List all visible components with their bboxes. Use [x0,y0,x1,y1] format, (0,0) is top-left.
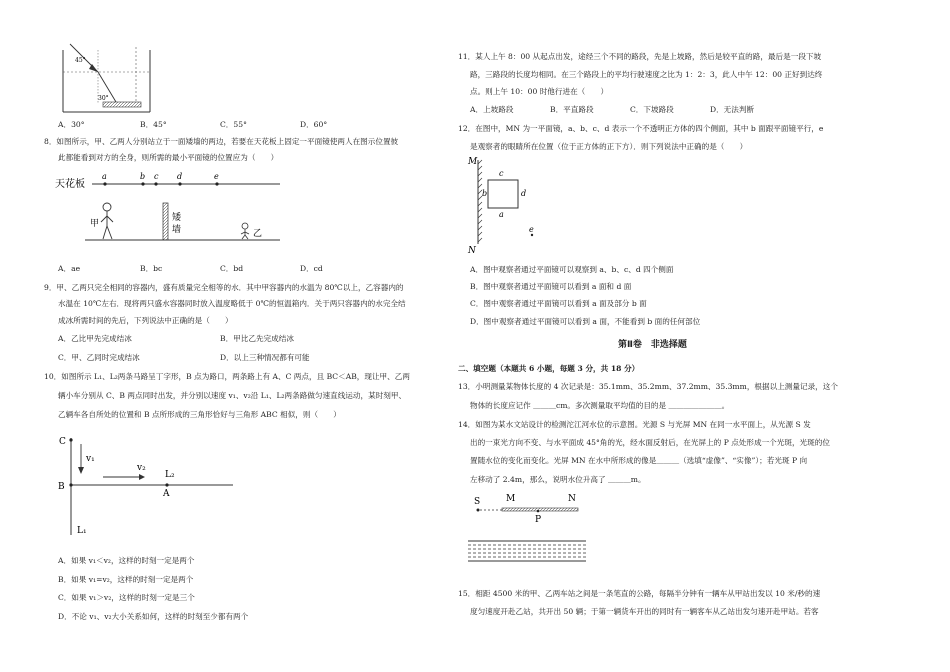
q9-option-d: D．以上三种情况都有可能 [220,353,310,362]
q12-figure [466,156,556,256]
q12-label-m: M [468,157,478,167]
q14-label-n: N [568,494,576,504]
q8-person-jia: 甲 [90,219,100,229]
q13-line2: 物体的长度应记作 ＿＿＿cm。多次测量取平均值的目的是 ＿＿＿＿＿＿＿。 [470,401,730,410]
q8-point-b: b [140,172,146,181]
q11-line3: 点。则上午 10：00 时他行进在（ ） [470,87,609,96]
q10-label-a: A [163,489,170,499]
q10-label-b: B [58,482,65,492]
q8-ceiling-label: 天花板 [55,179,85,190]
q12-option-d: D．图中观察者通过平面镜可以看到 a 面，不能看到 b 面的任何部位 [470,317,701,326]
q10-line2: 辆小车分别从 C、B 两点同时出发，并分别以速度 v₁、v₂沿 L₁、L₂两条路做匀速直线运动，某时刻甲、 [58,391,407,400]
right-column [458,0,888,672]
q9-option-a: A．乙比甲先完成结冰 [58,334,132,343]
q10-label-c: C [59,437,66,447]
q8-point-a: a [102,172,107,181]
q7-option-a: A．30° [58,120,85,129]
q8-option-d: D．cd [300,264,323,273]
q10-figure [55,430,245,540]
q11-option-d: D．无法判断 [710,105,755,114]
q12-line2: 是观察者的眼睛所在位置（位于正方体的正下方）．则下列说法中正确的是（ ） [470,142,748,151]
q12-option-c: C．图中观察者通过平面镜可以看到 a 面及部分 b 面 [470,299,647,308]
q11-option-c: C．下坡路段 [630,105,674,114]
q7-figure [58,42,158,117]
q14-label-p: P [535,515,542,525]
q8-option-b: B．bc [140,264,163,273]
q8-option-a: A．ae [58,264,81,273]
q9-option-c: C．甲、乙同时完成结冰 [58,353,140,362]
q11-option-a: A．上坡路段 [470,105,514,114]
q7-option-c: C．55° [220,120,247,129]
q8-wall-label-2: 墙 [172,225,182,235]
q10-label-v2: v₂ [137,463,146,473]
q12-line1: 12．在图中，MN 为一平面镜，a、b、c、d 表示一个不透明正方体的四个侧面，其中 b 面跟平面镜平行，e [458,124,824,133]
q7-angle-top: 45° [75,57,86,64]
q7-angle-bottom: 30° [98,95,109,102]
q14-line1: 14．如图为某水文站设计的检测沱江河水位的示意图。光源 S 与光屏 MN 在同一水平面上，从光源 S 发 [458,420,811,429]
q14-label-m: M [506,494,516,504]
q8-point-c: c [154,172,159,181]
q15-line1: 15．相距 4500 米的甲、乙两车站之间是一条笔直的公路，每隔半分钟有一辆车从甲站出发以 10 米/秒的速 [458,589,821,598]
q10-label-v1: v₁ [86,454,95,464]
q14-label-s: S [474,497,481,507]
q9-line1: 9．甲、乙两只完全相同的容器内，盛有质量完全相等的水．其中甲容器内的水温为 80℃以上，乙容器内的 [44,283,404,292]
q11-option-b: B．平直路段 [550,105,594,114]
q11-line1: 11．某人上午 8：00 从起点出发，途经三个不同的路段，先是上坡路，然后是较平直的路，最后是一段下坡 [458,52,822,61]
q14-figure [468,490,588,570]
q8-option-c: C．bd [220,264,244,273]
left-column [30,0,440,672]
q10-option-c: C．如果 v₁＞v₂，这样的时刻一定是三个 [58,593,195,602]
q8-point-e: e [214,172,219,181]
q8-stem-line2: 此都能看到对方的全身，则所需的最小平面镜的位置应为（ ） [58,153,279,162]
q10-option-d: D．不论 v₁、v₂大小关系如何，这样的时刻至少都有两个 [58,612,249,621]
q14-line2: 出的一束光方向不变、与水平面成 45°角的光，经水面反射后，在光屏上的 P 点处形成一个光斑，光斑的位 [470,438,830,447]
q10-label-l1: L₁ [77,526,87,536]
q10-line1: 10．如图所示 L₁、L₂两条马路呈丁字形，B 点为路口，两条路上有 A、C 两点，且 BC＜AB，现让甲、乙两 [44,372,410,381]
q12-face-b: b [482,189,488,198]
q12-option-b: B．图中观察者通过平面镜可以看到 a 面和 d 面 [470,282,632,291]
q8-stem-line1: 8．如图所示，甲、乙两人分别站立于一面矮墙的两边，若要在天花板上固定一平面镜使两人在图示位置彼 [44,137,399,146]
q12-option-a: A．图中观察者通过平面镜可以观察到 a、b、c、d 四个侧面 [470,265,674,274]
q12-face-a: a [499,210,504,219]
q7-option-b: B．45° [140,120,167,129]
q9-line3: 成冰所需时间的先后，下列说法中正确的是（ ） [58,316,233,325]
part2-heading: 二、填空题（本题共 6 小题，每题 3 分，共 18 分） [458,364,640,373]
q13-line1: 13．小明测量某物体长度的 4 次记录是：35.1mm、35.2mm、37.2mm、35.3mm，根据以上测量记录，这个 [458,382,838,391]
q9-line2: 水温在 10℃左右．现将两只盛水容器同时放入温度略低于 0℃的恒温箱内．关于两只容器内的水完全结 [58,299,406,308]
q12-label-n: N [468,246,476,256]
q12-eye-e: e [529,225,534,234]
q10-option-b: B．如果 v₁=v₂，这样的时刻一定是两个 [58,575,194,584]
q10-label-l2: L₂ [165,470,175,480]
q12-face-d: d [521,189,527,198]
q10-option-a: A．如果 v₁＜v₂，这样的时刻一定是两个 [58,556,195,565]
q15-line2: 度匀速度开赴乙站，共开出 50 辆；于第一辆货车开出的同时有一辆客车从乙站出发匀速开赴甲站。若客 [470,607,819,616]
q14-line4: 左移动了 2.4m，那么，说明水位升高了 ＿＿＿m。 [470,475,646,484]
q14-line3: 置随水位的变化而变化。光屏 MN 在水中所形成的像是＿＿＿（选填“虚像”、“实像”）；若光斑 P 向 [470,456,808,465]
q8-figure [55,168,285,248]
section-title: 第Ⅱ卷 非选择题 [618,340,687,350]
q7-option-d: D．60° [300,120,328,129]
q8-point-d: d [177,172,183,181]
q8-wall-label-1: 矮 [172,213,182,223]
q11-line2: 路，三路段的长度均相同。在三个路段上的平均行驶速度之比为 1：2：3，此人中午 12：00 正好到达终 [470,70,823,79]
q10-line3: 乙辆车各自所处的位置和 B 点所形成的三角形恰好与三角形 ABC 相似，则（ ） [58,410,341,419]
q8-person-yi: 乙 [253,229,263,239]
q12-face-c: c [499,169,504,178]
q9-option-b: B．甲比乙先完成结冰 [220,334,294,343]
